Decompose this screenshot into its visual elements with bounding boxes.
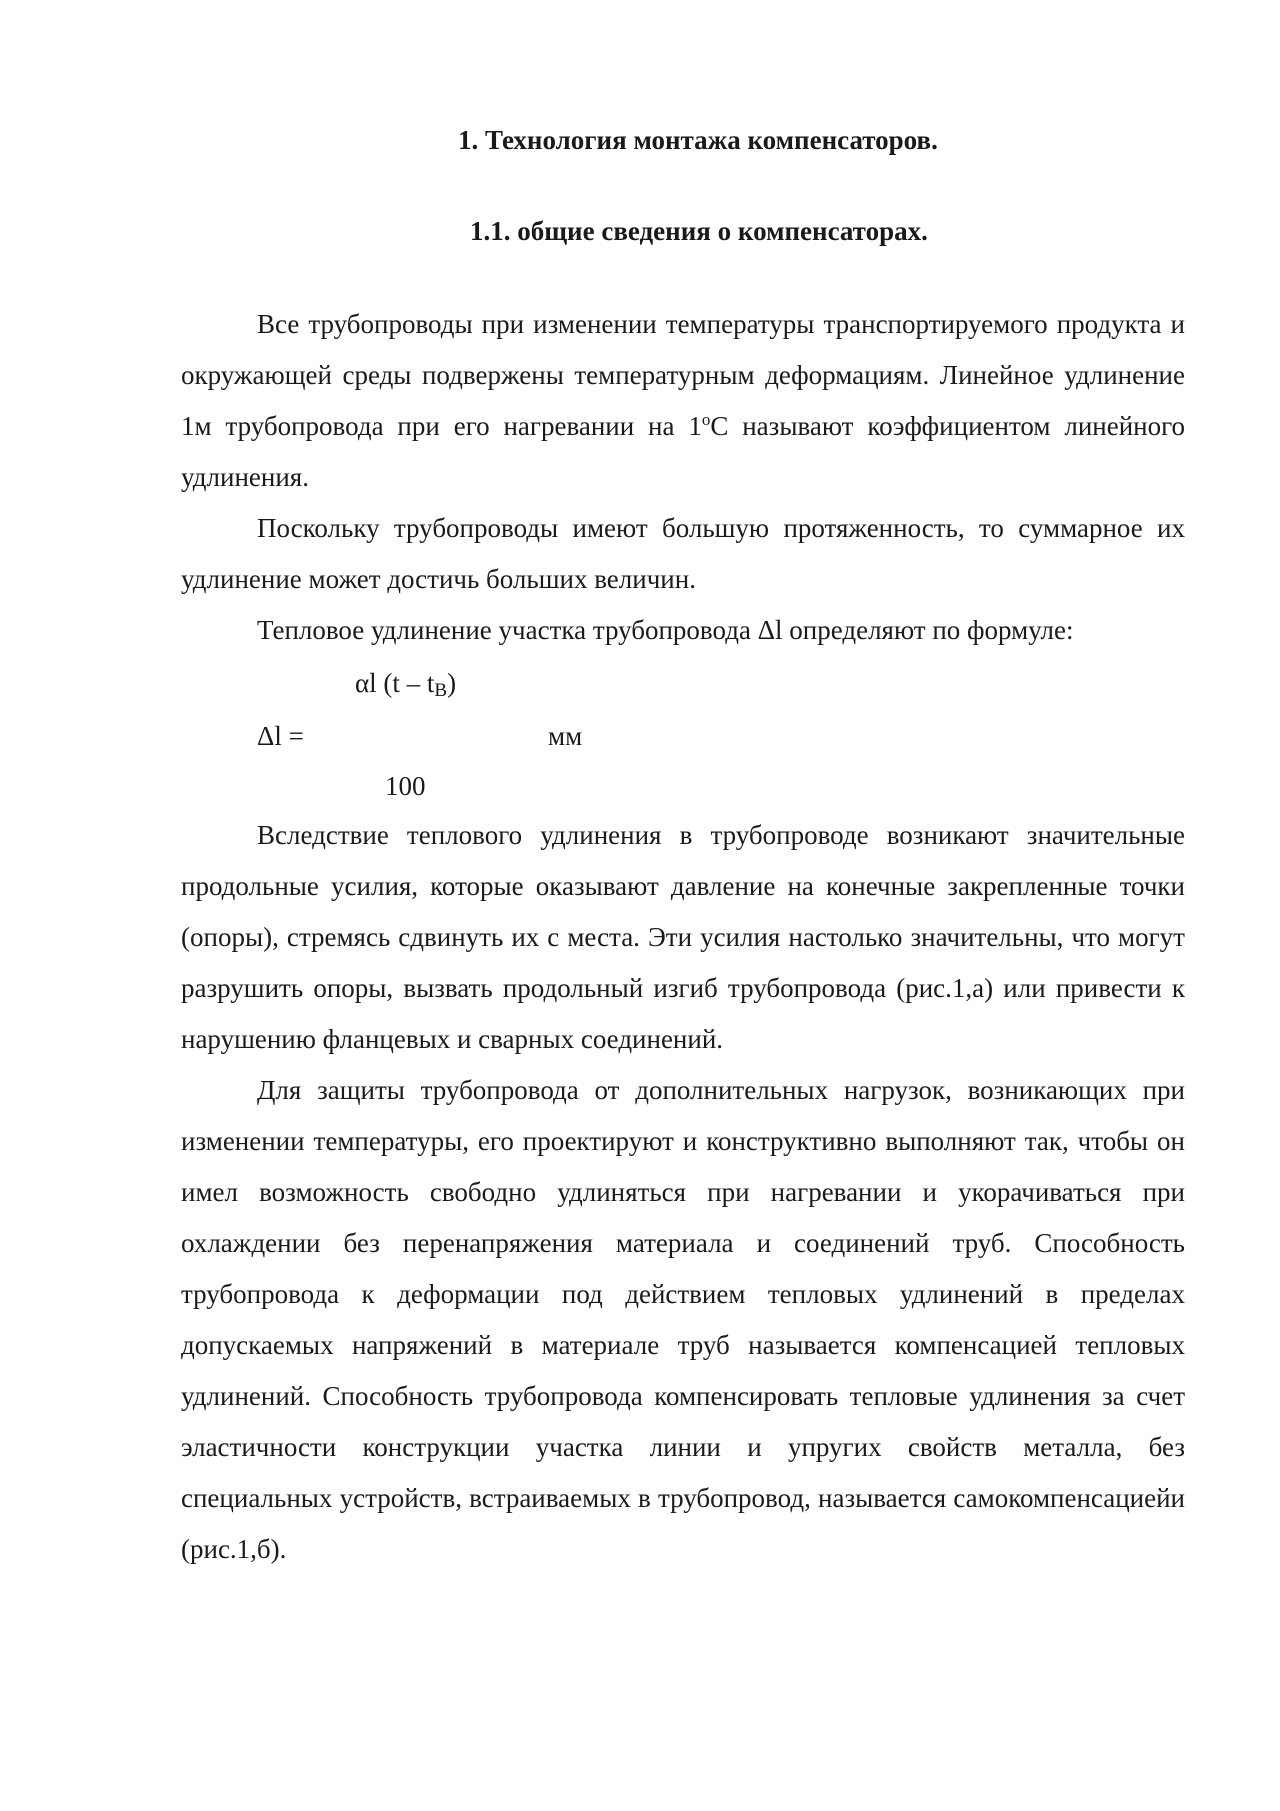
paragraph-1 bbox=[181, 299, 1185, 503]
paragraph-1-text-b: С называют коэффициентом линейного удлинения. bbox=[181, 411, 1185, 492]
degree-mark: о bbox=[701, 410, 711, 429]
subsection-title: 1.1. общие сведения о компенсаторах. bbox=[470, 216, 928, 246]
section-title: 1. Технология монтажа компенсаторов. bbox=[458, 125, 938, 155]
paragraph-4: Вследствие теплового удлинения в трубопроводе возникают значительные продольные усилия, которые оказывают давление на конечные закрепленные точки (опоры), стремясь сдвинуть их с места. Эти усилия настолько значительны, что могут разрушить опоры, вызвать продольный изгиб трубопровода (рис.1,а) или привести к нарушению фланцевых и сварных соединений. bbox=[181, 820, 1185, 1054]
paragraph-1-text-a: Все трубопроводы при изменении температуры транспортируемого продукта и окружающей среды подвержены температурным деформациям. Линейное удлинение 1м трубопровода при его нагревании на 1 bbox=[181, 309, 1185, 441]
formula-denominator: 100 bbox=[385, 771, 426, 801]
paragraph-3: Тепловое удлинение участка трубопровода Δl определяют по формуле: bbox=[257, 615, 1074, 645]
body-text-lower bbox=[181, 810, 1185, 1575]
formula-numerator-close: ) bbox=[447, 668, 457, 698]
paragraph-2: Поскольку трубопроводы имеют большую протяженность, то суммарное их удлинение может достичь больших величин. bbox=[181, 513, 1185, 594]
paragraph-5: Для защиты трубопровода от дополнительных нагрузок, возникающих при изменении температуры, его проектируют и конструктивно выполняют так, чтобы он имел возможность свободно удлиняться при нагревании и укорачиваться при охлаждении без перенапряжения материала и соединений труб. Способность трубопровода к деформации под действием тепловых удлинений в пределах допускаемых напряжений в материале труб называется компенсацией тепловых удлинений. Способность трубопровода компенсировать тепловые удлинения за счет эластичности конструкции участка линии и упругих свойств металла, без специальных устройств, встраиваемых в трубопровод, называется самокомпенсациейи (рис.1,б). bbox=[181, 1075, 1185, 1564]
body-text-upper bbox=[181, 299, 1185, 656]
formula-numerator-text: αl (t – t bbox=[355, 668, 435, 698]
formula-lhs: Δl = bbox=[257, 721, 304, 751]
formula-subscript: В bbox=[434, 680, 448, 701]
formula-unit: мм bbox=[548, 721, 583, 751]
formula-numerator bbox=[355, 667, 456, 699]
